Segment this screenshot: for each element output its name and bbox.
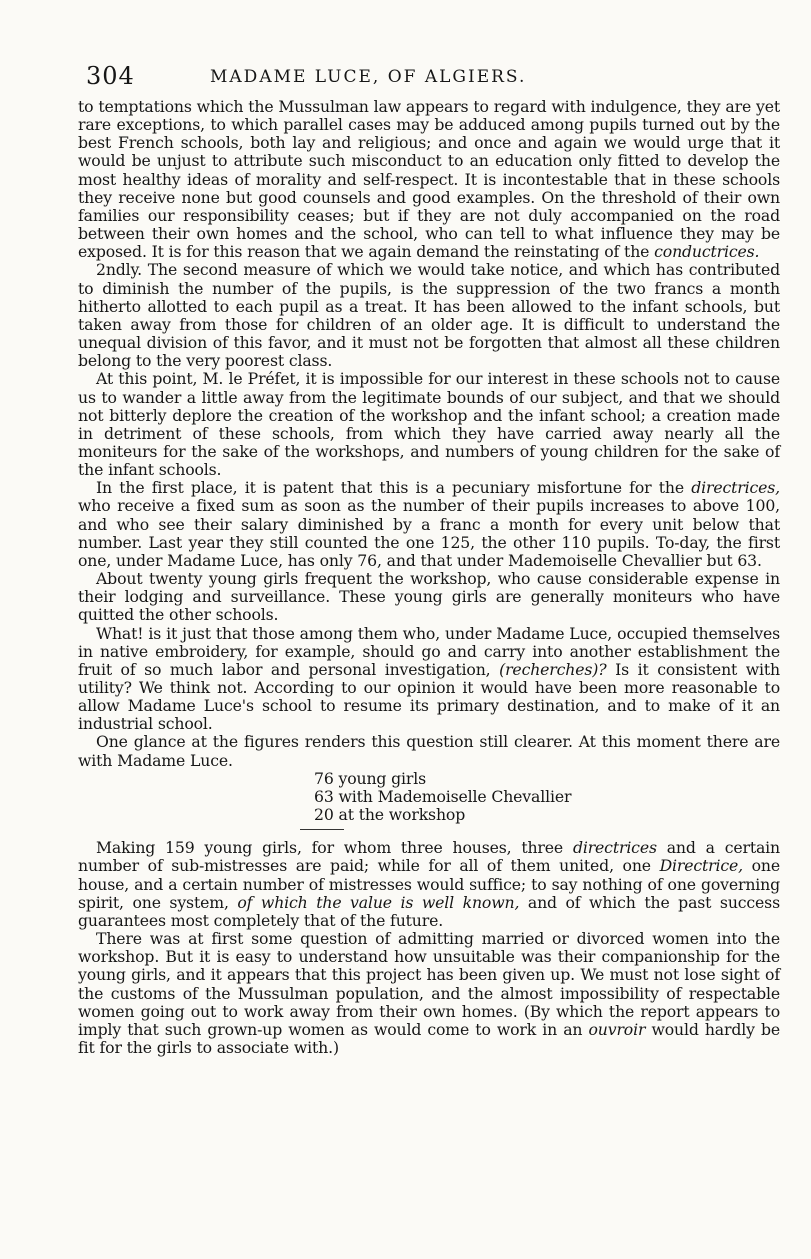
- italic-conductrices: conductrices.: [654, 242, 760, 262]
- paragraph-2: 2ndly. The second measure of which we would take notice, and which has contributed to diminish the number of the pupils, is the suppression of the two francs a month hitherto allotted to each pupil as a treat. It has been allowed to the infant schools, but taken away from those for children of an older age. It is difficult to understand the unequal division of this favor, and it must not be forgotten that almost all these children belong to the very poorest class.: [78, 260, 780, 371]
- paragraph-9: There was at first some question of admitting married or divorced women into the workshop. But it is easy to understand how unsuitable was their companionship for the young girls, and it appears that this project has been given up. We must not lose sight of the customs of the Mussulman population, and the almost impossibility of respectable women going out to work away from their own homes. (By which the report appears to imply that such grown-up women as would come to work in an ouvroir would hardly be fit for the girls to associate with.): [78, 929, 780, 1057]
- tally-line: 20 at the workshop: [314, 805, 466, 825]
- paragraph-6: What! is it just that those among them who, under Madame Luce, occupied themselves in native embroidery, for example, should go and carry into another establishment the fruit of so much labor and personal investigation, (recherches)? Is it consistent with utility? We think not. According to our opinion it would have been more reasonable to allow Madame Luce's school to resume its primary destination, and to make of it an industrial school.: [78, 623, 781, 734]
- running-header: [86, 62, 776, 92]
- paragraph-1: to temptations which the Mussulman law appears to regard with indulgence, they are yet rare exceptions, to which parallel cases may be adduced among pupils turned out by the best French schools, both lay and religious; and once and again we would urge that it would be unjust to attribute such misconduct to an education only fitted to develop the most healthy ideas of morality and self-respect. It is incontestable that in these schools they receive none but good counsels and good examples. On the threshold of their own families our responsibility ceases; but if they are not duly accompanied on the road between their own homes and the school, who can tell to what influence they may be exposed. It is for this reason that we again demand the reinstating of the conductrices.: [78, 97, 780, 262]
- page-number: 304: [86, 62, 135, 90]
- pupil-tally: [314, 770, 780, 824]
- paragraph-5: About twenty young girls frequent the workshop, who cause considerable expense in their lodging and surveillance. These young girls are generally moniteurs who have quitted the other schools.: [78, 569, 780, 625]
- tally-line: 63 with Mademoiselle Chevallier: [314, 786, 572, 806]
- tally-line: 76 young girls: [314, 768, 427, 788]
- paragraph-3: At this point, M. le Préfet, it is impossible for our interest in these schools not to cause us to wander a little away from the legitimate bounds of our subject, and that we should not bitterly deplore the creation of the workshop and the infant school; a creation made in detriment of these schools, from which they have carried away nearly all the moniteurs for the sake of the workshops, and numbers of young children for the sake of the infant schools.: [78, 369, 780, 480]
- italic-directrices: directrices,: [691, 478, 780, 498]
- paragraph-7: One glance at the figures renders this question still clearer. At this moment there are with Madame Luce.: [78, 732, 780, 770]
- running-title: MADAME LUCE, OF ALGIERS.: [210, 67, 527, 87]
- italic-recherches: (recherches)?: [499, 659, 607, 679]
- paragraph-4: In the first place, it is patent that this is a pecuniary misfortune for the directrices, who receive a fixed sum as soon as the number of their pupils increases to above 100, and who see their salary diminished by a franc a month for every unit below that number. Last year they still counted the one 125, the other 110 pupils. To-day, the first one, under Madame Luce, has only 76, and that under Mademoiselle Chevallier but 63.: [78, 478, 780, 570]
- italic-ouvroir: ouvroir: [588, 1019, 646, 1039]
- sum-rule: [300, 829, 344, 830]
- paragraph-8: Making 159 young girls, for whom three houses, three directrices and a certain number of sub-mistresses are paid; while for all of them united, one Directrice, one house, and a certain number of mistresses would suffice; to say nothing of one governing spirit, one system, of which the value is well known, and of which the past success guarantees most completely that of the future.: [78, 838, 781, 930]
- article-body: [78, 98, 780, 1057]
